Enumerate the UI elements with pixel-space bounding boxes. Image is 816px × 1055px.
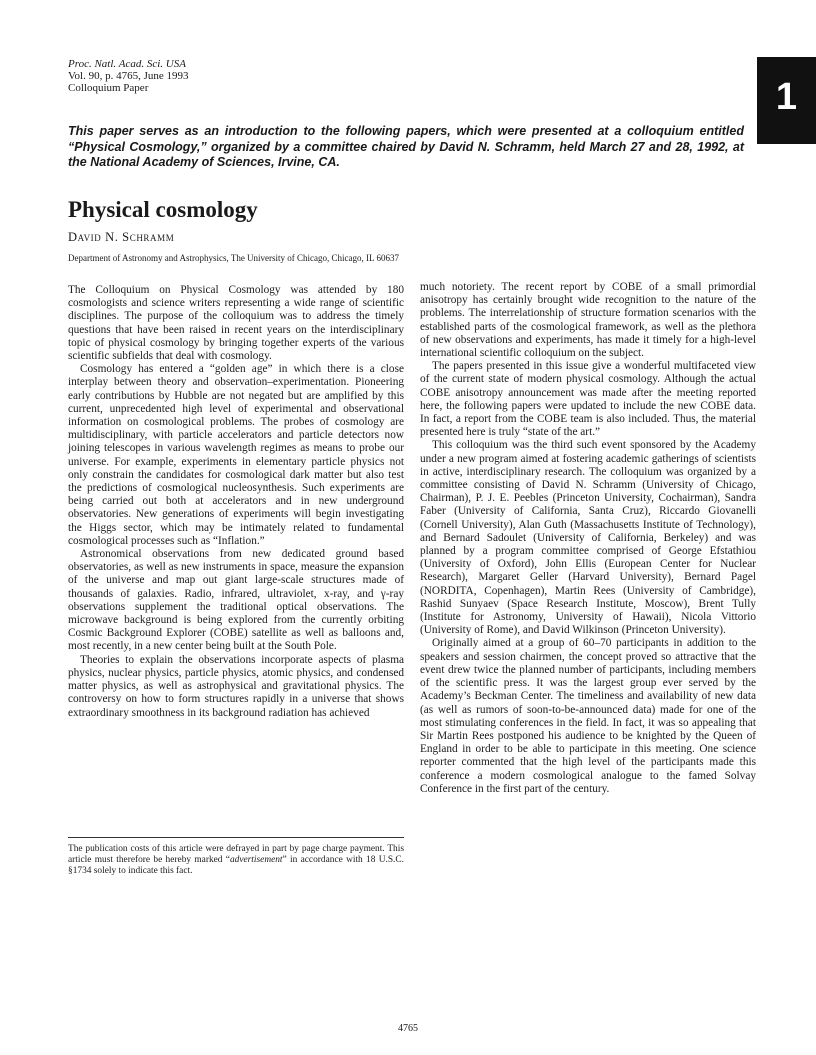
section-tab <box>757 57 816 144</box>
author-name: David N. Schramm <box>68 230 175 244</box>
footnote-emphasis: advertisement <box>229 855 283 865</box>
body-paragraph: Cosmology has entered a “golden age” in which there is a close interplay between theory and observation–experimentation. Pioneering early contributions by Hubble are not negated but are amplified by this current, unprecedented high level of experimental and observational information on cosmological problems. The probes of cosmology are multidisciplinary, with particle accelerators and particle detectors now joining telescopes in various wavelength regimes as means to probe our universe. For example, experiments in elementary particle physics not only constrain the candidates for cosmological dark matter but also test the predictions of cosmological nucleosynthesis. Such experiments are being carried out both at accelerators and in new underground observatories. New generations of experiments will begin investigating the Higgs sector, which may be intimately related to fundamental cosmological processes such as “Inflation.” <box>68 363 404 547</box>
body-paragraph: Theories to explain the observations incorporate aspects of plasma physics, nuclear physics, particle physics, atomic physics, and condensed matter physics, as well as astrophysical and gravitational physics. The controversy on how to form structures rapidly in a universe that shows extraordinary smoothness in its background radiation has achieved <box>68 653 404 719</box>
intro-note: This paper serves as an introduction to the following papers, which were presented at a colloquium entitled “Physical Cosmology,” organized by a committee chaired by David N. Schramm, held March 27 and 28, 1992, at the National Academy of Sciences, Irvine, CA. <box>68 124 744 169</box>
page-number: 4765 <box>398 1023 418 1034</box>
right-column <box>420 281 756 796</box>
body-paragraph: Astronomical observations from new dedicated ground based observatories, as well as new instruments in space, measure the expansion of the universe and map out giant large-scale structures made of thousands of galaxies. Radio, infrared, ultraviolet, x-ray, and γ-ray observations supplement the traditional optical observations. The microwave background is being explored from the currently orbiting Cosmic Background Explorer (COBE) satellite as well as balloons and, most recently, in a new center being built at the South Pole. <box>68 548 404 653</box>
footnote-text: The publication costs of this article were defrayed in part by page charge payment. This article must therefore be hereby marked “ <box>68 844 404 865</box>
publication-footnote <box>68 844 404 877</box>
body-paragraph: much notoriety. The recent report by COBE of a small primordial anisotropy has certainly brought wide recognition to the nature of the problems. The interrelationship of structure formation scenarios with the established parts of the cosmological framework, as well as the plethora of new observations and experiments, has made it timely for a high-level international scientific colloquium on the subject. <box>420 281 756 360</box>
article-title: Physical cosmology <box>68 197 258 222</box>
journal-name: Proc. Natl. Acad. Sci. USA <box>68 58 186 70</box>
paper-type: Colloquium Paper <box>68 82 149 94</box>
footnote-rule <box>68 837 404 838</box>
body-paragraph: Originally aimed at a group of 60–70 participants in addition to the speakers and session chairmen, the concept proved so attractive that the event drew twice the planned number of participants, including members of the scientific press. It was the largest group ever served by the Academy’s Beckman Center. The timeliness and availability of new data (as well as rumors of soon-to-be-announced data) made for one of the most stimulating conferences in the field. In fact, it was so appealing that Sir Martin Rees postponed his audience to be knighted by the Queen of England in order to be able to participate in this meeting. One science reporter commented that the high level of the participants made this conference a modern cosmological analogue to the famed Solvay Conference in the first part of the century. <box>420 637 756 795</box>
author-affiliation: Department of Astronomy and Astrophysics, The University of Chicago, Chicago, IL 60637 <box>68 253 399 263</box>
volume-line: Vol. 90, p. 4765, June 1993 <box>68 70 189 82</box>
footnote-text-end: ” in accordance with 18 U.S.C. §1734 solely to indicate this fact. <box>68 855 404 876</box>
section-number: 1 <box>775 76 798 118</box>
body-paragraph: The papers presented in this issue give a wonderful multifaceted view of the current state of modern physical cosmology. Although the actual COBE anisotropy announcement was made after the meeting reported here, the following papers were updated to include the new COBE data. In fact, a report from the COBE team is also included. Thus, the material presented here is truly “state of the art.” <box>420 360 756 439</box>
body-paragraph: The Colloquium on Physical Cosmology was attended by 180 cosmologists and science writers representing a wide range of scientific disciplines. The purpose of the colloquium was to address the timely questions that have been raised in recent years on the interdisciplinary topic of physical cosmology by bringing together experts of the various scientific subfields that deal with cosmology. <box>68 284 404 363</box>
journal-header <box>68 58 189 94</box>
left-column <box>68 284 404 720</box>
body-paragraph: This colloquium was the third such event sponsored by the Academy under a new program aimed at fostering academic gatherings of scientists in active, interdisciplinary research. The colloquium was organized by a committee consisting of David N. Schramm (University of Chicago, Chairman), P. J. E. Peebles (Princeton University, Cochairman), Sandra Faber (University of California, Santa Cruz), Riccardo Giovanelli (Cornell University), Alan Guth (Massachusetts Institute of Technology), and Bernard Sadoulet (University of California, Berkeley) and was planned by a program committee comprised of George Efstathiou (University of Oxford), John Ellis (European Center for Nuclear Research), Margaret Geller (Harvard University), Bernard Pagel (NORDITA, Copenhagen), Martin Rees (University of Cambridge), Rashid Sunyaev (Space Research Institute, Moscow), Brent Tully (Institute for Astronomy, University of Hawaii), Nicola Vittorio (University of Rome), and David Wilkinson (Princeton University). <box>420 439 756 637</box>
